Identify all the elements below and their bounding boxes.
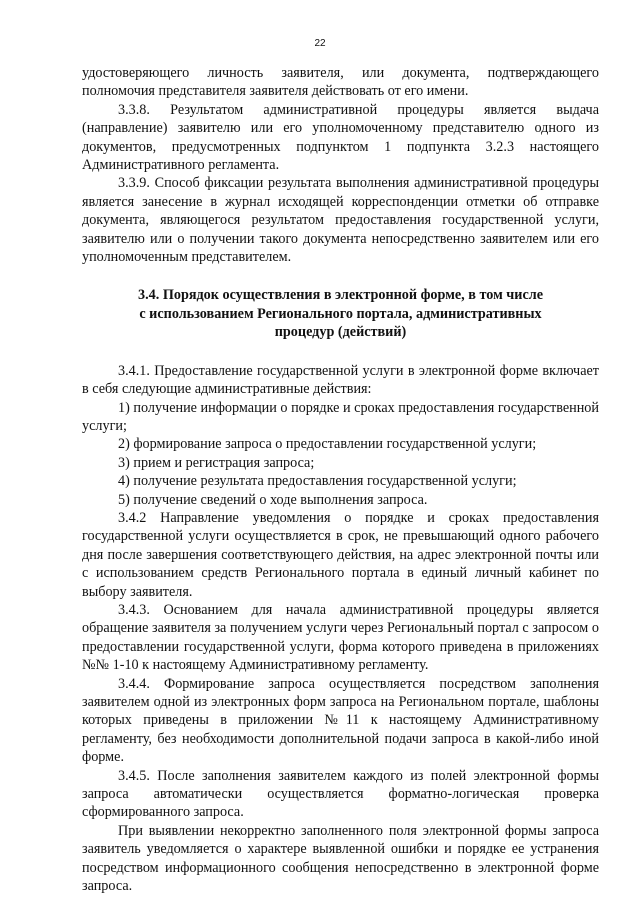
list-item-1: 1) получение информации о порядке и сроках предоставления государственной услуги; — [82, 399, 599, 434]
section-title-line: 3.4. Порядок осуществления в электронной форме, в том числе — [137, 287, 544, 304]
list-item-3: 3) прием и регистрация запроса; — [118, 454, 315, 471]
paragraph-error-handling: При выявлении некорректно заполненного поля электронной формы запроса заявитель уведомляется о характере выявленной ошибки и порядке ее устранения посредством информационного сообщения непосредственно в электронной форме запроса. — [82, 822, 599, 895]
document-body — [82, 64, 599, 895]
paragraph-3-4-1: 3.4.1. Предоставление государственной услуги в электронной форме включает в себя следующие административные действия: — [82, 362, 599, 398]
section-title-3-4 — [82, 286, 599, 341]
list-item-5: 5) получение сведений о ходе выполнения запроса. — [118, 491, 428, 508]
spacer — [82, 266, 599, 286]
list-item-4: 4) получение результата предоставления государственной услуги; — [118, 473, 517, 490]
paragraph-3-4-3: 3.4.3. Основанием для начала административной процедуры является обращение заявителя за получением услуги через Региональный портал с запросом о предоставлении государственной услуги, форма которого приведена в приложениях №№ 1-10 к настоящему Административному регламенту. — [82, 601, 599, 674]
paragraph-3-4-4: 3.4.4. Формирование запроса осуществляется посредством заполнения заявителем одной из электронных форм запроса на Региональном портале, шаблоны которых приведены в приложении №11 к настоящему Административному регламенту, без необходимости дополнительной подачи запроса в какой-либо иной форме. — [82, 675, 599, 766]
paragraph-continuation: удостоверяющего личность заявителя, или документа, подтверждающего полномочия представителя заявителя действовать от его имени. — [82, 65, 599, 100]
paragraph-3-3-9: 3.3.9. Способ фиксации результата выполнения административной процедуры является занесение в журнал исходящей корреспонденции отметки об отправке документа, являющегося результатом предоставления государственной услуги, заявителю или о получении такого документа непосредственно заявителем или его уполномоченным представителем. — [82, 175, 599, 266]
paragraph-3-4-5: 3.4.5. После заполнения заявителем каждого из полей электронной формы запроса автоматически осуществляется форматно-логическая проверка сформированного запроса. — [82, 767, 599, 821]
section-title-line: процедур (действий) — [274, 324, 407, 341]
list-item-2: 2) формирование запроса о предоставлении государственной услуги; — [118, 436, 537, 453]
spacer — [82, 342, 599, 362]
paragraph-3-3-8: 3.3.8. Результатом административной процедуры является выдача (направление) заявителю или его уполномоченному представителю одного из документов, предусмотренных подпунктом 1 подпункта 3.2.3 настоящего Административного регламента. — [82, 101, 599, 174]
page-number: 22 — [314, 38, 326, 49]
section-title-line: с использованием Регионального портала, административных — [139, 305, 542, 322]
paragraph-3-4-2: 3.4.2 Направление уведомления о порядке и сроках предоставления государственной услуги осуществляется в срок, не превышающий одного рабочего дня после завершения соответствующего действия, на адрес электронной почты или с использованием средств Регионального портала в единый личный кабинет по выбору заявителя. — [82, 509, 599, 600]
